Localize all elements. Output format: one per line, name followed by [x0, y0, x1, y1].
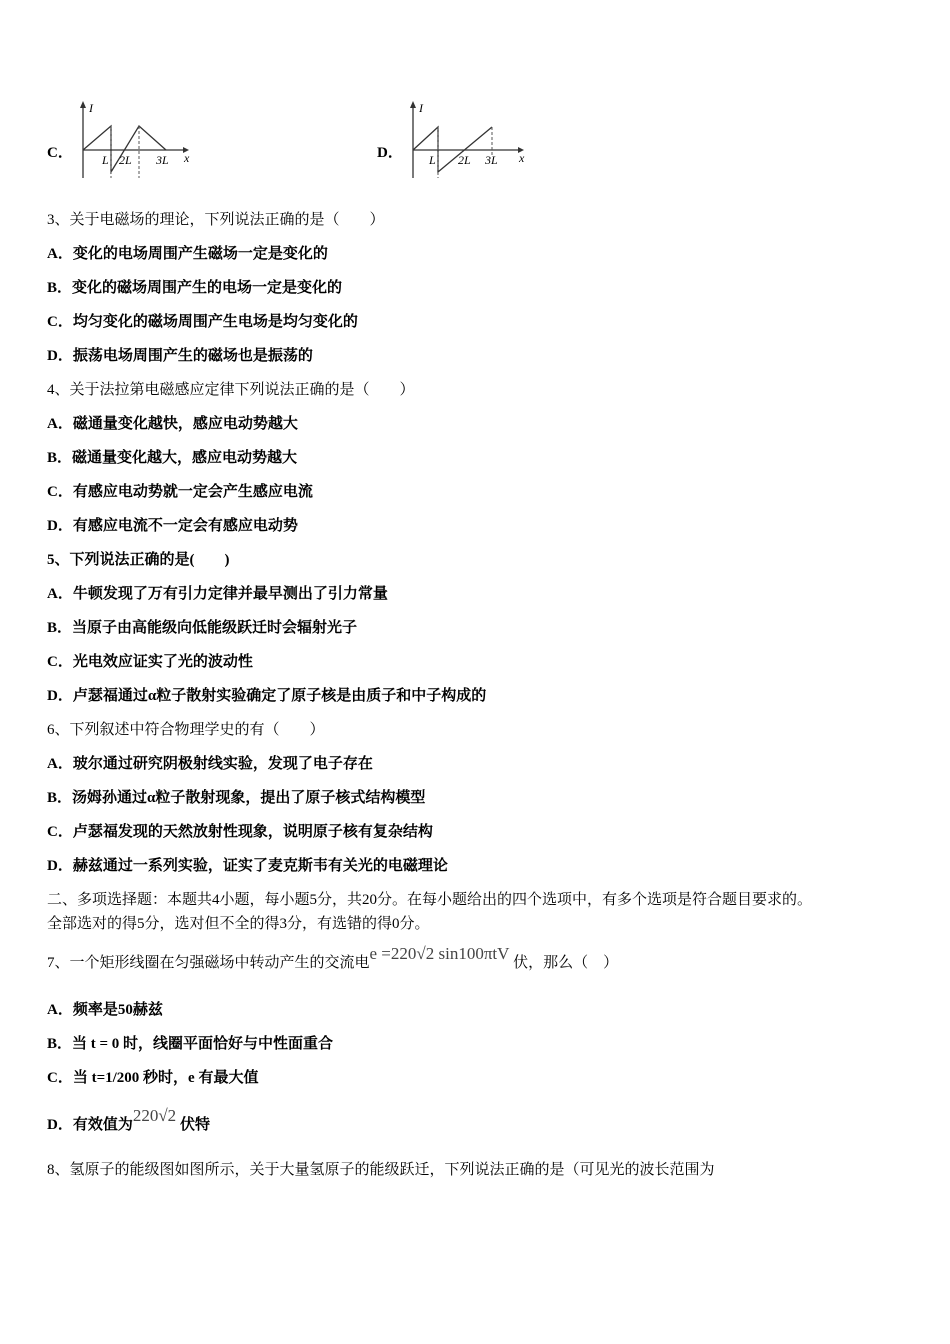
- y-axis-label: I: [89, 101, 93, 115]
- q7-option-c: C．当 t=1/200 秒时，e 有最大值: [47, 1070, 259, 1086]
- graph-d-label: D．: [377, 145, 403, 161]
- q5-option-b: B．当原子由高能级向低能级跃迁时会辐射光子: [47, 620, 358, 636]
- q7-option-d: [47, 1106, 210, 1135]
- q6-option-c: C．卢瑟福发现的天然放射性现象，说明原子核有复杂结构: [47, 824, 433, 840]
- q5-stem: 5、下列说法正确的是( ): [47, 552, 230, 568]
- q4-option-b: B．磁通量变化越大，感应电动势越大: [47, 450, 298, 466]
- y-axis-label: I: [419, 101, 423, 115]
- tick-label: L: [102, 153, 109, 167]
- tick-label: 2L: [119, 153, 132, 167]
- q7-option-d-unit: 伏特: [176, 1117, 210, 1133]
- q7-stem-end: 伏，那么（ ）: [509, 955, 619, 971]
- q7-option-d-text: D．有效值为: [47, 1117, 133, 1133]
- q7-stem-text: 7、一个矩形线圈在匀强磁场中转动产生的交流电: [47, 955, 370, 971]
- q4-option-a: A．磁通量变化越快，感应电动势越大: [47, 416, 298, 432]
- tick-label: 2L: [458, 153, 471, 167]
- y-axis-arrow-icon: [410, 101, 416, 108]
- q3-stem: 3、关于电磁场的理论，下列说法正确的是（ ）: [47, 212, 385, 228]
- q7-option-d-formula: 220√2: [132, 1106, 177, 1125]
- tick-label: L: [429, 153, 436, 167]
- q6-option-a: A．玻尔通过研究阴极射线实验，发现了电子存在: [47, 756, 373, 772]
- section2-instructions: 全部选对的得5分，选对但不全的得3分，有选错的得0分。: [47, 916, 430, 932]
- graph-c-label: C．: [47, 145, 73, 161]
- q7-stem: [47, 944, 619, 973]
- section2-heading: 二、多项选择题：本题共4小题，每小题5分，共20分。在每小题给出的四个选项中，有多个选项是符合题目要求的。: [47, 892, 813, 908]
- graph-c: [75, 100, 205, 180]
- q3-option-d: D．振荡电场周围产生的磁场也是振荡的: [47, 348, 313, 364]
- q7-formula: e =220√2 sin100πtV: [369, 944, 510, 963]
- q7-option-b: B．当 t = 0 时，线圈平面恰好与中性面重合: [47, 1036, 334, 1052]
- x-axis-label: x: [519, 151, 525, 165]
- q5-option-a: A．牛顿发现了万有引力定律并最早测出了引力常量: [47, 586, 388, 602]
- q4-stem: 4、关于法拉第电磁感应定律下列说法正确的是（ ）: [47, 382, 415, 398]
- tick-label: 3L: [485, 153, 498, 167]
- q6-option-b: B．汤姆孙通过α粒子散射现象，提出了原子核式结构模型: [47, 790, 426, 806]
- tick-label: 3L: [156, 153, 169, 167]
- graph-d: [405, 100, 535, 180]
- q4-option-d: D．有感应电流不一定会有感应电动势: [47, 518, 298, 534]
- q3-option-c: C．均匀变化的磁场周围产生电场是均匀变化的: [47, 314, 358, 330]
- q8-stem: 8、氢原子的能级图如图所示，关于大量氢原子的能级跃迁，下列说法正确的是（可见光的波长范围为: [47, 1162, 715, 1178]
- q6-stem: 6、下列叙述中符合物理学史的有（ ）: [47, 722, 325, 738]
- q4-option-c: C．有感应电动势就一定会产生感应电流: [47, 484, 313, 500]
- q6-option-d: D．赫兹通过一系列实验，证实了麦克斯韦有关光的电磁理论: [47, 858, 448, 874]
- q5-option-d: D．卢瑟福通过α粒子散射实验确定了原子核是由质子和中子构成的: [47, 688, 487, 704]
- q5-option-c: C．光电效应证实了光的波动性: [47, 654, 253, 670]
- q3-option-b: B．变化的磁场周围产生的电场一定是变化的: [47, 280, 343, 296]
- q3-option-a: A．变化的电场周围产生磁场一定是变化的: [47, 246, 328, 262]
- x-axis-label: x: [184, 151, 190, 165]
- q7-option-a: A．频率是50赫兹: [47, 1002, 163, 1018]
- y-axis-arrow-icon: [80, 101, 86, 108]
